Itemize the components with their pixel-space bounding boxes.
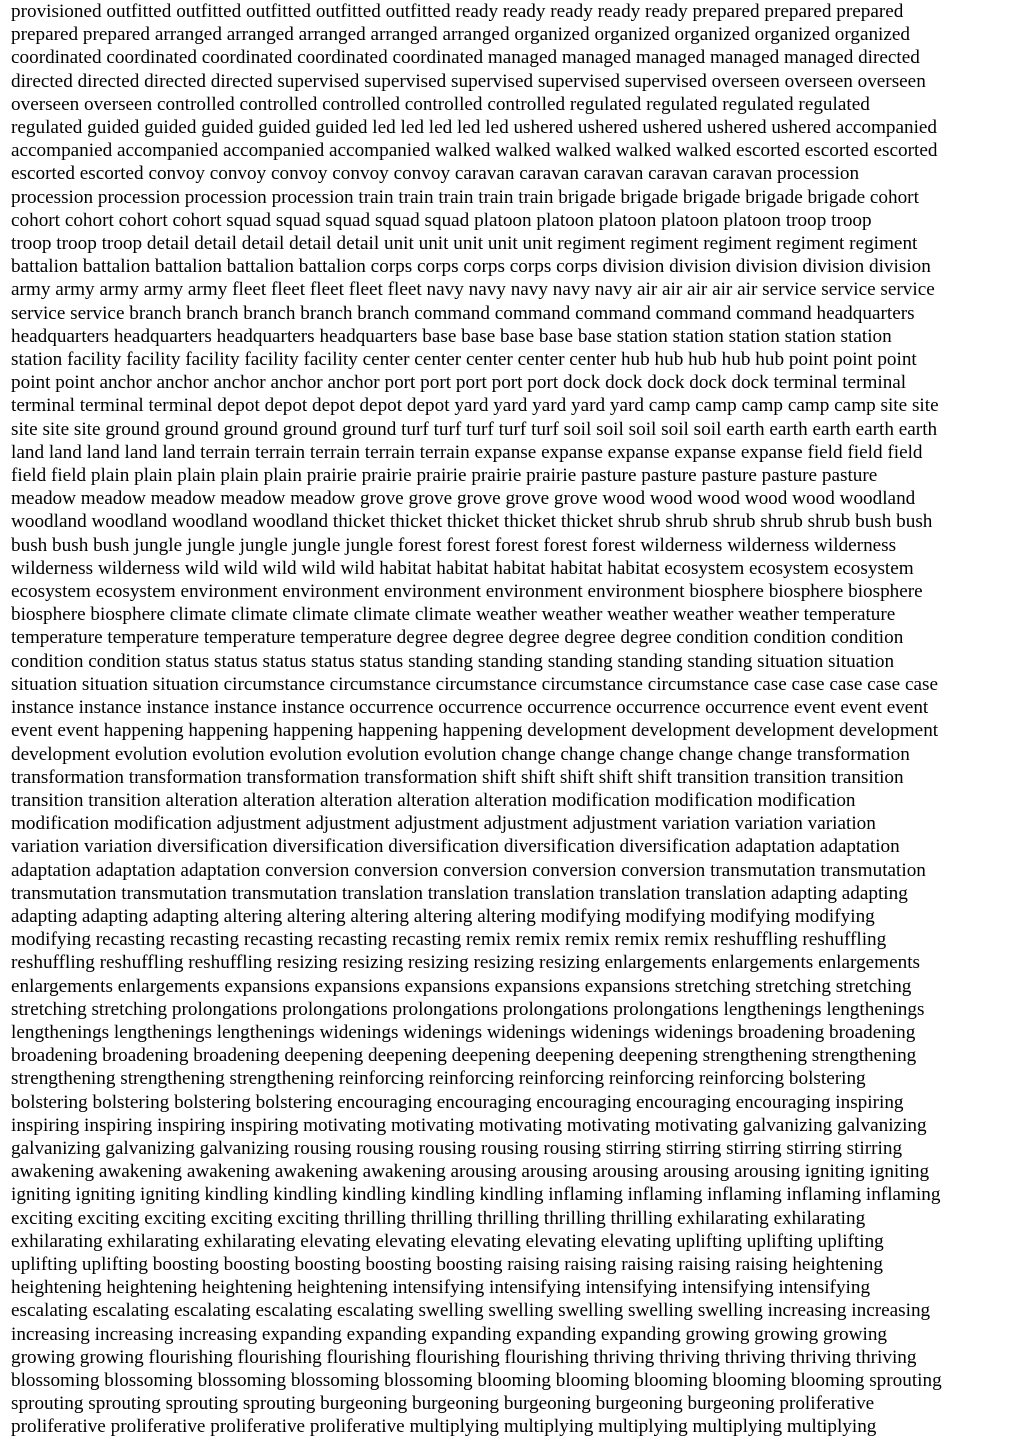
- text-line: uplifting uplifting boosting boosting boosting boosting boosting raising raising raising raising raising heightening: [11, 1253, 883, 1275]
- text-line: prepared prepared arranged arranged arranged arranged arranged organized organized organized organized organized: [11, 24, 911, 46]
- text-line: igniting igniting igniting kindling kindling kindling kindling kindling inflaming inflaming inflaming inflaming inflaming: [11, 1184, 941, 1206]
- text-line: ecosystem ecosystem environment environment environment environment environment biosphere biosphere biosphere: [11, 581, 923, 603]
- text-line: awakening awakening awakening awakening awakening arousing arousing arousing arousing arousing igniting igniting: [11, 1161, 930, 1183]
- text-line: proliferative proliferative proliferative proliferative multiplying multiplying multiplying multiplying multiplying: [11, 1416, 877, 1438]
- text-line: biosphere biosphere climate climate climate climate climate weather weather weather weather weather temperature: [11, 604, 896, 626]
- text-line: development evolution evolution evolution evolution evolution change change change change change transformation: [11, 743, 910, 765]
- text-line: army army army army army fleet fleet fleet fleet fleet navy navy navy navy navy air air air air air service service service: [11, 279, 935, 301]
- text-line: exhilarating exhilarating exhilarating elevating elevating elevating elevating elevating uplifting uplifting uplifting: [11, 1230, 884, 1252]
- text-line: directed directed directed directed supervised supervised supervised supervised supervised overseen overseen overseen: [11, 70, 926, 92]
- text-line: modification modification adjustment adjustment adjustment adjustment adjustment variation variation variation: [11, 813, 876, 835]
- text-line: overseen overseen controlled controlled controlled controlled controlled regulated regulated regulated regulated: [11, 93, 870, 115]
- text-line: event event happening happening happening happening happening development development development development: [11, 720, 939, 742]
- text-line: terminal terminal terminal depot depot depot depot depot yard yard yard yard yard camp camp camp camp camp site site: [11, 395, 939, 417]
- text-line: inspiring inspiring inspiring inspiring motivating motivating motivating motivating motivating galvanizing galvanizing: [11, 1114, 927, 1136]
- text-line: growing growing flourishing flourishing flourishing flourishing flourishing thriving thriving thriving thriving thriving: [11, 1346, 917, 1368]
- text-line: blossoming blossoming blossoming blossoming blossoming blooming blooming blooming blooming blooming sprouting: [11, 1369, 942, 1391]
- text-line: lengthenings lengthenings lengthenings widenings widenings widenings widenings widenings broadening broadening: [11, 1021, 916, 1043]
- text-line: troop troop troop detail detail detail detail detail unit unit unit unit unit regiment regiment regiment regiment regiment: [11, 233, 918, 255]
- text-line: variation variation diversification diversification diversification diversification diversification adaptation adaptation: [11, 836, 900, 858]
- text-line: temperature temperature temperature temperature degree degree degree degree degree condition condition condition: [11, 627, 904, 649]
- text-line: bush bush bush jungle jungle jungle jungle jungle forest forest forest forest forest wilderness wilderness wilderness: [11, 534, 897, 556]
- text-line: point point anchor anchor anchor anchor anchor port port port port port dock dock dock dock dock terminal terminal: [11, 372, 907, 394]
- text-line: broadening broadening broadening deepening deepening deepening deepening deepening strengthening strengthening: [11, 1045, 917, 1067]
- text-line: sprouting sprouting sprouting sprouting burgeoning burgeoning burgeoning burgeoning burgeoning proliferative: [11, 1393, 875, 1415]
- text-line: transmutation transmutation transmutation translation translation translation translation translation adapting adapting: [11, 882, 908, 904]
- text-line: instance instance instance instance instance occurrence occurrence occurrence occurrence occurrence event event event: [11, 697, 929, 719]
- text-line: meadow meadow meadow meadow meadow grove grove grove grove grove wood wood wood wood wood woodland: [11, 488, 916, 510]
- text-line: modifying recasting recasting recasting recasting recasting remix remix remix remix remix reshuffling reshuffling: [11, 929, 887, 951]
- text-line: cohort cohort cohort cohort squad squad squad squad squad platoon platoon platoon platoon platoon troop troop: [11, 209, 872, 231]
- text-line: land land land land land terrain terrain terrain terrain terrain expanse expanse expanse expanse expanse field field field: [11, 441, 923, 463]
- text-line: reshuffling reshuffling reshuffling resizing resizing resizing resizing resizing enlargements enlargements enlargements: [11, 952, 921, 974]
- text-line: escorted escorted convoy convoy convoy convoy convoy caravan caravan caravan caravan caravan procession: [11, 163, 860, 185]
- text-line: stretching stretching prolongations prolongations prolongations prolongations prolongations lengthenings lengthenings: [11, 998, 925, 1020]
- text-line: service service branch branch branch branch branch command command command command command headquarters: [11, 302, 915, 324]
- text-line: exciting exciting exciting exciting exciting thrilling thrilling thrilling thrilling thrilling exhilarating exhilarating: [11, 1207, 866, 1229]
- text-line: provisioned outfitted outfitted outfitted outfitted outfitted ready ready ready ready ready prepared prepared prepared: [11, 1, 904, 22]
- text-line: woodland woodland woodland woodland thicket thicket thicket thicket thicket shrub shrub shrub shrub shrub bush bush: [11, 511, 933, 533]
- text-line: transformation transformation transformation transformation shift shift shift shift shift transition transition transition: [11, 766, 904, 788]
- text-line: station facility facility facility facility facility center center center center center hub hub hub hub hub point point point: [11, 349, 917, 371]
- text-line: coordinated coordinated coordinated coordinated coordinated managed managed managed managed managed directed: [11, 47, 920, 69]
- text-line: transition transition alteration alteration alteration alteration alteration modification modification modification: [11, 789, 856, 811]
- text-line: increasing increasing increasing expanding expanding expanding expanding expanding growing growing growing: [11, 1323, 888, 1345]
- text-line: galvanizing galvanizing galvanizing rousing rousing rousing rousing rousing stirring stirring stirring stirring stirring: [11, 1137, 903, 1159]
- text-line: escalating escalating escalating escalating escalating swelling swelling swelling swelling swelling increasing increasing: [11, 1300, 931, 1322]
- text-line: wilderness wilderness wild wild wild wild wild habitat habitat habitat habitat habitat ecosystem ecosystem ecosystem: [11, 557, 914, 579]
- text-line: strengthening strengthening strengthening reinforcing reinforcing reinforcing reinforcing reinforcing bolstering: [11, 1068, 866, 1090]
- text-line: battalion battalion battalion battalion battalion corps corps corps corps corps division division division division division: [11, 256, 931, 278]
- text-line: regulated guided guided guided guided guided led led led led led ushered ushered ushered ushered ushered accompanied: [11, 117, 938, 139]
- body-text: [11, 0, 1015, 1439]
- text-line: heightening heightening heightening heightening intensifying intensifying intensifying intensifying intensifying: [11, 1277, 871, 1299]
- text-line: condition condition status status status status status standing standing standing standing standing situation situation: [11, 650, 895, 672]
- text-line: bolstering bolstering bolstering bolstering encouraging encouraging encouraging encouraging encouraging inspiring: [11, 1091, 904, 1113]
- text-line: field field plain plain plain plain plain prairie prairie prairie prairie prairie pasture pasture pasture pasture pasture: [11, 465, 878, 487]
- text-line: enlargements enlargements expansions expansions expansions expansions expansions stretching stretching stretching: [11, 975, 912, 997]
- text-line: adaptation adaptation adaptation conversion conversion conversion conversion conversion transmutation transmutation: [11, 859, 926, 881]
- text-line: adapting adapting adapting altering altering altering altering altering modifying modifying modifying modifying: [11, 905, 875, 927]
- text-line: procession procession procession procession train train train train train brigade brigade brigade brigade brigade cohort: [11, 186, 919, 208]
- text-line: site site site ground ground ground ground ground turf turf turf turf turf soil soil soil soil soil earth earth earth earth earth: [11, 418, 938, 440]
- text-line: accompanied accompanied accompanied accompanied walked walked walked walked walked escorted escorted escorted: [11, 140, 938, 162]
- text-line: situation situation situation circumstance circumstance circumstance circumstance circumstance case case case case case: [11, 673, 938, 695]
- text-line: headquarters headquarters headquarters headquarters base base base base base station station station station station: [11, 325, 892, 347]
